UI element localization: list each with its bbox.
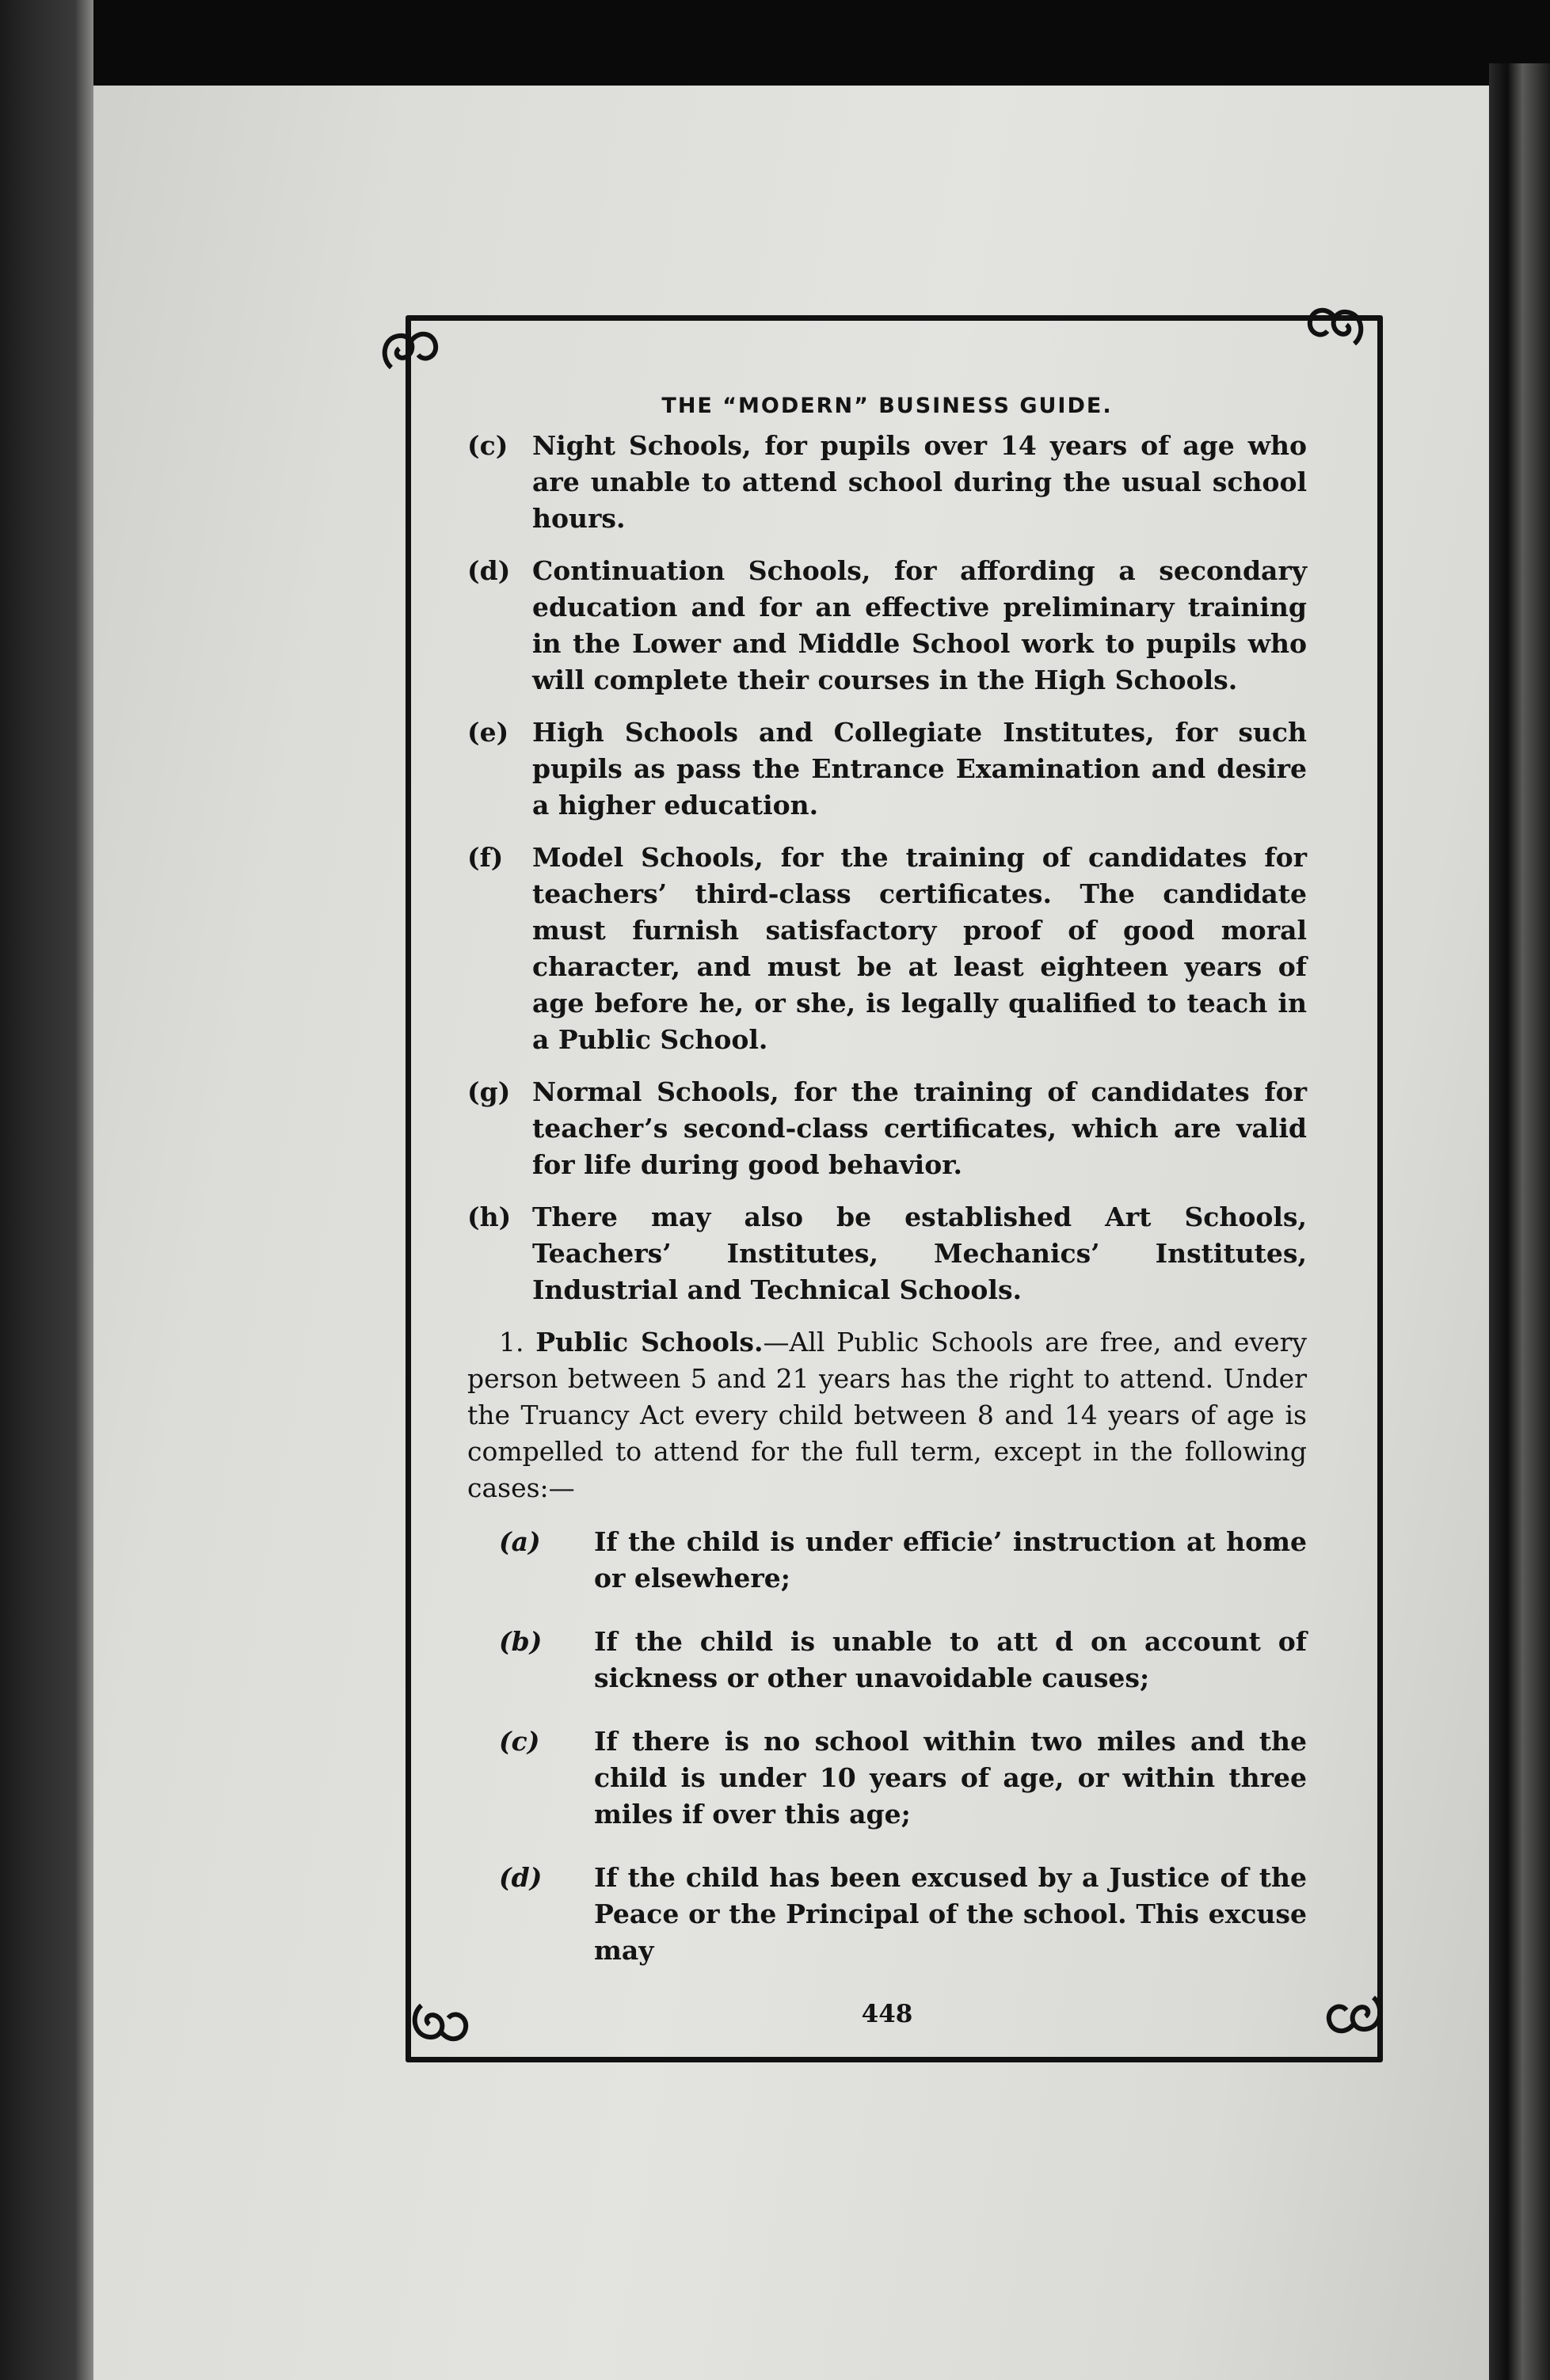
- exception-item: [499, 1524, 1307, 1597]
- scan-top-border: [0, 0, 1550, 86]
- corner-ornament-icon: [1304, 295, 1370, 361]
- running-head: THE “MODERN” BUSINESS GUIDE.: [661, 394, 1113, 418]
- item-text: Continuation Schools, for affording a secondary education and for an effective preliminary training in the Lower and Middle School work to pupils who will complete their courses in the High Schools.: [532, 555, 1307, 695]
- item-marker: (c): [467, 430, 508, 461]
- item-text: Night Schools, for pupils over 14 years of age who are unable to attend school during the usual school hours.: [532, 430, 1307, 534]
- list-item: [467, 1074, 1307, 1183]
- item-text: High Schools and Collegiate Institutes, for such pupils as pass the Entrance Examination and desire a higher education.: [532, 717, 1307, 821]
- item-marker: (d): [467, 555, 511, 586]
- item-marker: (h): [467, 1201, 512, 1232]
- exception-item: [499, 1723, 1307, 1833]
- exception-marker: (a): [499, 1526, 541, 1557]
- list-item: [467, 1199, 1307, 1308]
- exception-text: If the child is under efficie’ instruction at home or elsewhere;: [594, 1526, 1307, 1594]
- list-item: [467, 428, 1307, 537]
- exception-marker: (b): [499, 1626, 543, 1657]
- item-text: Normal Schools, for the training of candidates for teacher’s second-class certificates, which are valid for life during good behavior.: [532, 1076, 1307, 1180]
- adjacent-page-edge: [1489, 63, 1550, 2380]
- exception-text: If the child is unable to att d on account of sickness or other unavoidable causes;: [594, 1626, 1307, 1693]
- exception-text: If there is no school within two miles and the child is under 10 years of age, or within three miles if over this age;: [594, 1726, 1307, 1830]
- item-text: There may also be established Art Schools, Teachers’ Institutes, Mechanics’ Institutes, Industrial and Technical Schools.: [532, 1201, 1307, 1305]
- page-number: 448: [861, 2000, 913, 2028]
- item-marker: (e): [467, 717, 509, 748]
- exception-text: If the child has been excused by a Justice of the Peace or the Principal of the school. This excuse may: [594, 1862, 1307, 1966]
- paragraph-number: 1.: [499, 1327, 524, 1358]
- list-item: [467, 714, 1307, 824]
- list-item: [467, 553, 1307, 699]
- list-item: [467, 840, 1307, 1058]
- paragraph-text: —All Public Schools are free, and every person between 5 and 21 years has the right to attend. Under the Truancy Act every child between 8 and 14 years of age is compelled to attend for the full term, except in the following cases:—: [467, 1327, 1307, 1503]
- exception-marker: (d): [499, 1862, 543, 1893]
- item-text: Model Schools, for the training of candidates for teachers’ third-class certificates. The candidate must furnish satisfactory proof of good moral character, and must be at least eighteen years of age before he, or she, is legally qualified to teach in a Public School.: [532, 842, 1307, 1055]
- item-marker: (g): [467, 1076, 511, 1107]
- exception-item: [499, 1624, 1307, 1696]
- corner-ornament-icon: [406, 1988, 472, 2054]
- corner-ornament-icon: [1323, 1980, 1389, 2047]
- paragraph-heading: Public Schools.: [535, 1327, 764, 1358]
- exception-item: [499, 1860, 1307, 1969]
- page-content: [467, 388, 1307, 2032]
- exception-marker: (c): [499, 1726, 540, 1757]
- binding-shadow: [0, 0, 93, 2380]
- public-schools-paragraph: [467, 1324, 1307, 1506]
- corner-ornament-icon: [375, 318, 442, 385]
- item-marker: (f): [467, 842, 504, 873]
